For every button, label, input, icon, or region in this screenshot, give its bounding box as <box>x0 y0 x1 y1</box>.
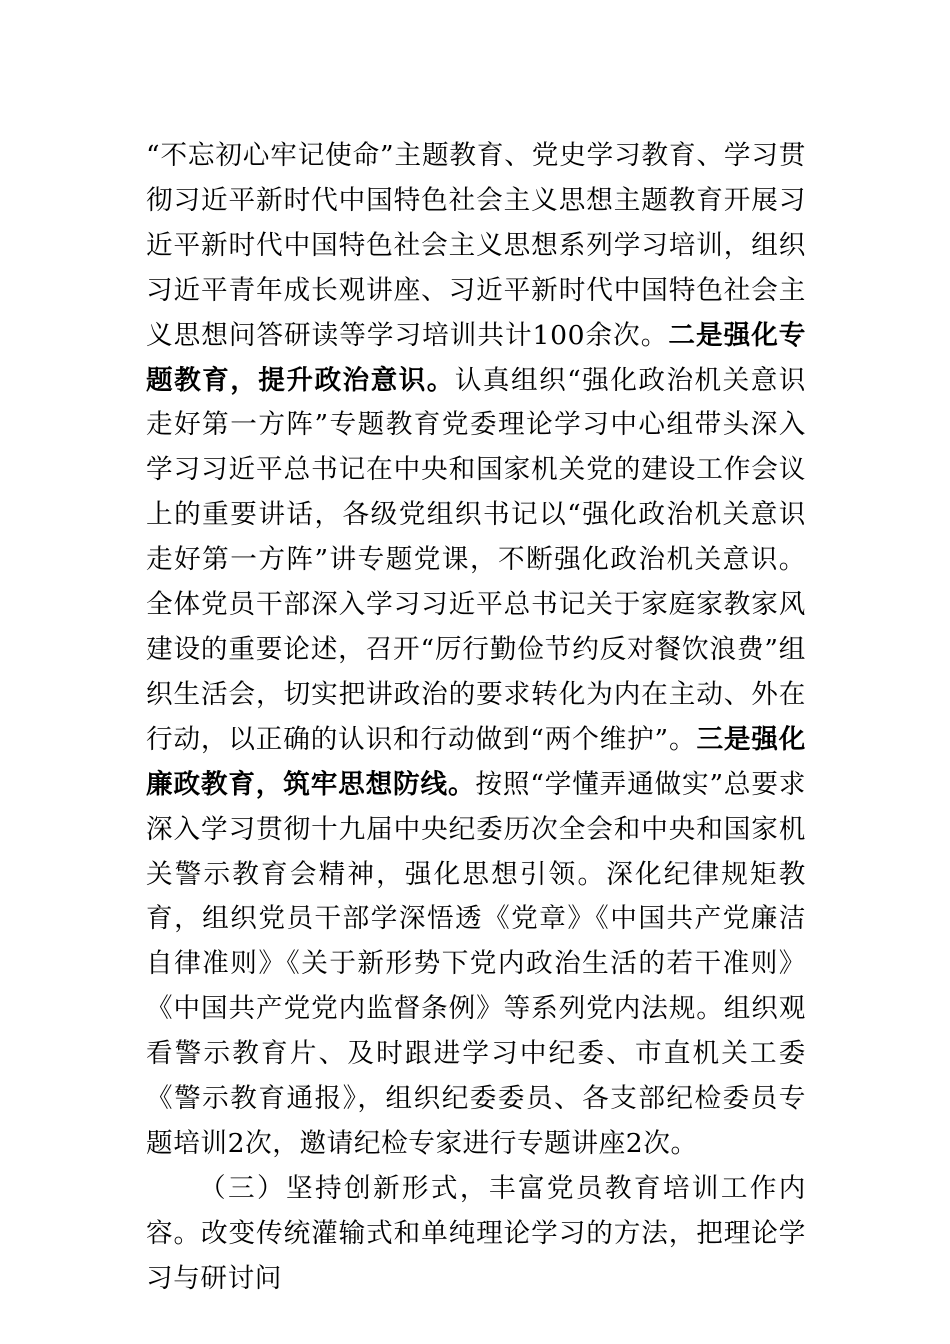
paragraph-innovation-section: （三）坚持创新形式，丰富党员教育培训工作内容。改变传统灌输式和单纯理论学习的方法，把理论学习与研讨问 <box>146 1172 806 1294</box>
paragraph-education-achievements <box>146 134 806 1167</box>
segment-integrity-education-text: 按照“学懂弄通做实”总要求深入学习贯彻十九届中央纪委历次全会和中央和国家机关警示教育会精神，强化思想引领。深化纪律规矩教育，组织党员干部学深悟透《党章》《中国共产党廉洁自律准则》《关于新形势下党内政治生活的若干准则》《中国共产党党内监督条例》等系列党内法规。组织观看警示教育片、及时跟进学习中纪委、市直机关工委《警示教育通报》，组织纪委委员、各支部纪检委员专题培训2次，邀请纪检专家进行专题讲座2次。 <box>146 768 806 1159</box>
body-text <box>146 134 806 1302</box>
segment-topic-education-text: 认真组织“强化政治机关意识走好第一方阵”专题教育党委理论学习中心组带头深入学习习近平总书记在中央和国家机关党的建设工作会议上的重要讲话，各级党组织书记以“强化政治机关意识走好第一方阵”讲专题党课，不断强化政治机关意识。全体党员干部深入学习习近平总书记关于家庭家教家风建设的重要论述，召开“厉行勤俭节约反对餐饮浪费”组织生活会，切实把讲政治的要求转化为内在主动、外在行动，以正确的认识和行动做到“两个维护”。 <box>146 364 806 755</box>
heading-integrity-education: 三是强化廉政教育，筑牢思想防线。 <box>146 723 806 800</box>
heading-topic-education: 二是强化专题教育，提升政治意识。 <box>146 319 806 396</box>
segment-intro-text: “不忘初心牢记使命”主题教育、党史学习教育、学习贯彻习近平新时代中国特色社会主义思想主题教育开展习近平新时代中国特色社会主义思想系列学习培训，组织习近平青年成长观讲座、习近平新时代中国特色社会主义思想问答研读等学习培训共计100余次。 <box>146 140 806 351</box>
